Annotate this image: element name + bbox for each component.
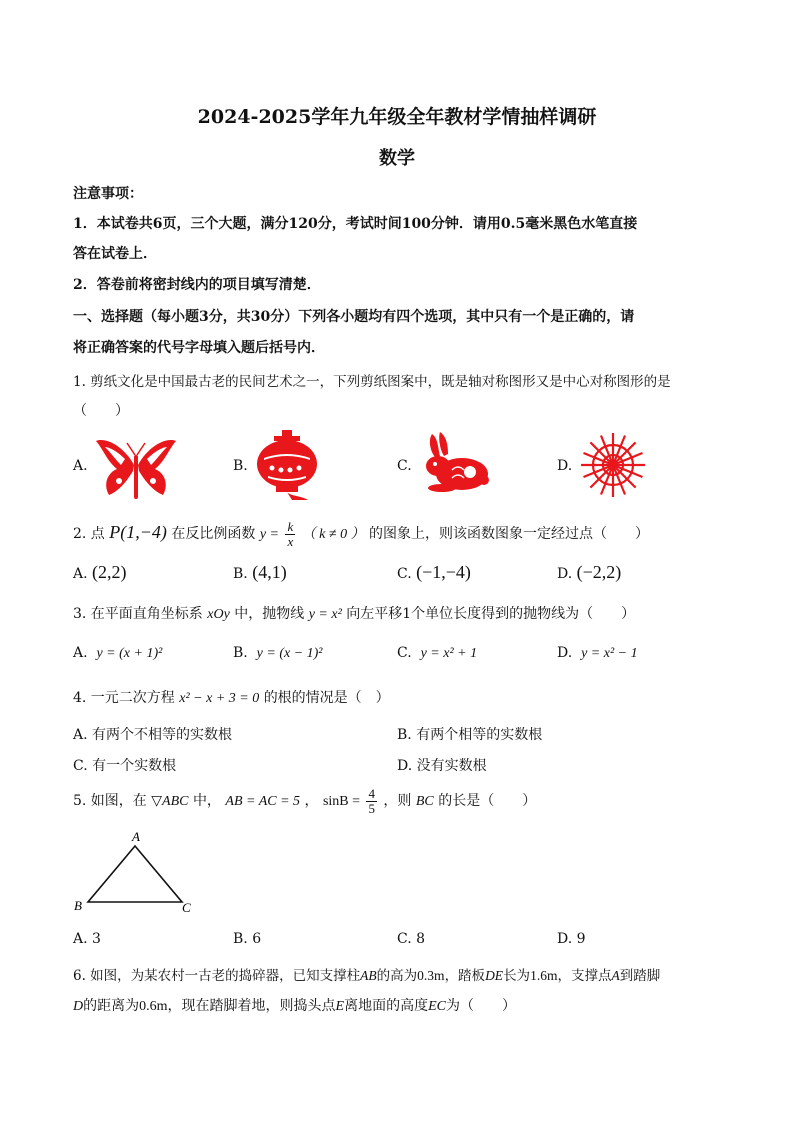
q1-stem-line1: 1. 剪纸文化是中国最古老的民间艺术之一，下列剪纸图案中，既是轴对称图形又是中心对称图形的是 bbox=[73, 374, 671, 390]
q3-stem: 3. 在平面直角坐标系 xOy 中，抛物线 y = x² 向左平移1个单位长度得到的抛物线为（ ） bbox=[73, 606, 636, 622]
q3-option-a: A. y = (x + 1)² bbox=[73, 645, 163, 661]
notes-item2: 2．答卷前将密封线内的项目填写清楚． bbox=[73, 277, 321, 293]
section1-line1: 一、选择题（每小题3分，共30分）下列各小题均有四个选项，其中只有一个是正确的，请 bbox=[73, 309, 635, 325]
q2-option-b: B. (4,1) bbox=[233, 562, 287, 582]
q4-option-d: D. 没有实数根 bbox=[397, 758, 487, 774]
q5-option-d: D. 9 bbox=[557, 931, 586, 947]
q3-option-d: D. y = x² − 1 bbox=[557, 645, 638, 661]
q6-stem-line2: D的距离为0.6m，现在踏脚着地，则捣头点E离地面的高度EC为（ ） bbox=[73, 998, 516, 1014]
q6-stem-line1: 6. 如图，为某农村一古老的捣碎器，已知支撑柱AB的高为0.3m，踏板DE长为1.6m，支撑点A到踏脚 bbox=[73, 968, 661, 984]
q5-option-a: A. 3 bbox=[73, 931, 101, 947]
q2-option-c: C. (−1,−4) bbox=[397, 562, 471, 582]
q1-option-d: D. bbox=[557, 458, 573, 474]
q1-stem-line2: （ ） bbox=[73, 403, 129, 419]
vertex-b-label: B bbox=[74, 898, 82, 913]
q5-fraction: $\frac{4}{5}$ bbox=[368, 785, 375, 816]
q2-fraction: $\frac{k}{x}$ bbox=[287, 518, 294, 549]
q3-option-c: C. y = x² + 1 bbox=[397, 645, 478, 661]
vertex-c-label: C bbox=[182, 900, 191, 915]
q4-option-b: B. 有两个相等的实数根 bbox=[397, 727, 543, 743]
q5-option-c: C. 8 bbox=[397, 931, 426, 947]
notes-item1-line1: 1．本试卷共6页，三个大题，满分120分，考试时间100分钟．请用0.5毫米黑色水笔直接 bbox=[73, 216, 638, 232]
q1-option-c: C. bbox=[397, 458, 412, 474]
q2-function: y = bbox=[259, 527, 279, 542]
exam-title: 2024-2025学年九年级全年教材学情抽样调研 bbox=[197, 106, 597, 128]
q4-option-c: C. 有一个实数根 bbox=[73, 758, 177, 774]
notes-heading: 注意事项： bbox=[73, 186, 143, 202]
triangle-figure bbox=[72, 826, 198, 918]
butterfly-icon bbox=[93, 435, 179, 503]
section1-line2: 将正确答案的代号字母填入题后括号内． bbox=[73, 340, 325, 356]
rabbit-icon bbox=[418, 430, 494, 496]
lantern-icon bbox=[252, 430, 322, 502]
q2-option-d: D. (−2,2) bbox=[557, 562, 622, 582]
q4-stem: 4. 一元二次方程 x² − x + 3 = 0 的根的情况是（ ） bbox=[73, 690, 390, 706]
q2-stem: 2. 点 P(1,−4) 在反比例函数 y = $\frac{k}{x}$ （ k ≠ 0 ） 的图象上，则该函数图象一定经过点（ ） bbox=[73, 518, 650, 549]
q5-stem: 5. 如图，在 ▽ABC 中， AB = AC = 5 ， sinB = $\frac{4}{5}$ ，则 BC 的长是（ ） bbox=[73, 785, 537, 816]
q2-point: P(1,−4) bbox=[109, 522, 167, 542]
q5-option-b: B. 6 bbox=[233, 931, 262, 947]
notes-item1-line2: 答在试卷上． bbox=[73, 246, 157, 262]
snowflake-icon bbox=[578, 430, 648, 500]
q2-option-a: A. (2,2) bbox=[73, 562, 127, 582]
q4-option-a: A. 有两个不相等的实数根 bbox=[73, 727, 233, 743]
subject-title: 数学 bbox=[379, 148, 415, 169]
q1-option-b: B. bbox=[233, 458, 248, 474]
q1-option-a: A. bbox=[73, 458, 88, 474]
vertex-a-label: A bbox=[132, 829, 140, 844]
q3-option-b: B. y = (x − 1)² bbox=[233, 645, 323, 661]
